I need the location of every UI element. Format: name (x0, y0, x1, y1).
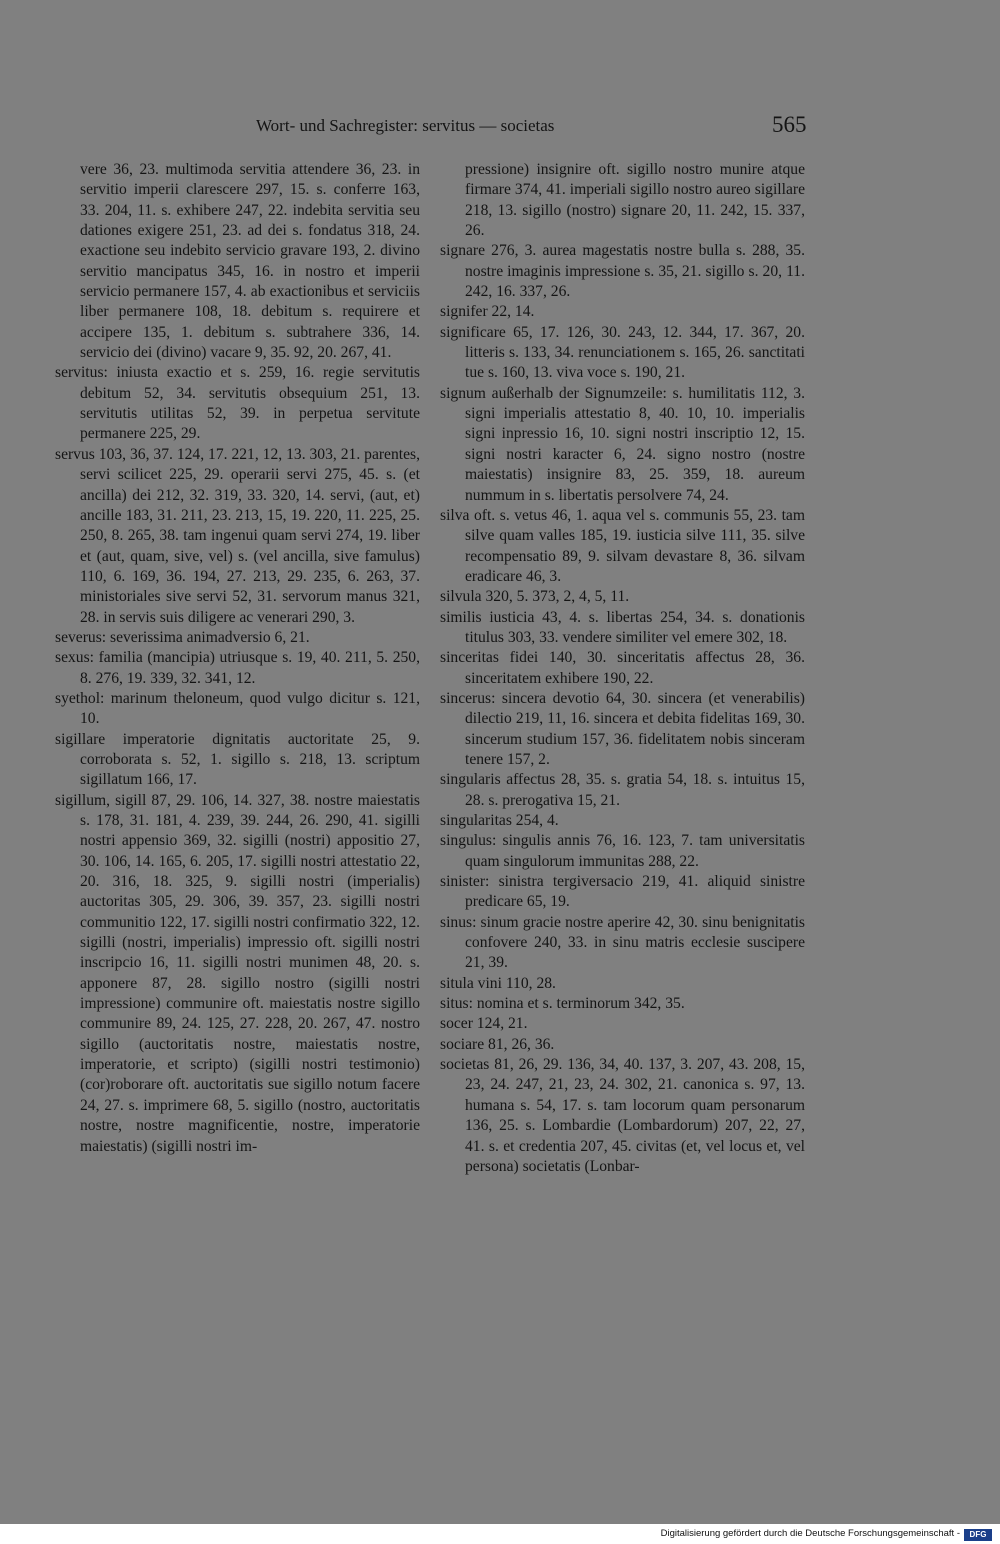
index-entry: signare 276, 3. aurea magestatis nostre bulla s. 288, 35. nostre imaginis impressione s. 35, 21. sigillo s. 20, 11. 242, 16. 337, 26. (440, 242, 805, 301)
index-entry: severus: severissima animadversio 6, 21. (55, 628, 310, 646)
right-column (440, 160, 805, 1177)
index-entry: situs: nomina et s. terminorum 342, 35. (440, 995, 685, 1013)
index-entry: singulus: singulis annis 76, 16. 123, 7. tam universitatis quam singulorum immunitas 288, 22. (440, 832, 805, 870)
index-entry: syethol: marinum theloneum, quod vulgo dicitur s. 121, 10. (55, 689, 420, 728)
funding-credit: Digitalisierung gefördert durch die Deutsche Forschungsgemeinschaft - (660, 1528, 960, 1539)
index-entry: significare 65, 17. 126, 30. 243, 12. 344, 17. 367, 20. litteris s. 133, 34. renunciationem s. 165, 26. sanctitati tue s. 160, 13. viva voce s. 190, 21. (440, 323, 805, 382)
index-entry: vere 36, 23. multimoda servitia attendere 36, 23. in servitio imperii clarescere 297, 15. s. conferre 163, 33. 204, 11. s. exhibere 247, 22. indebita servitia seu dationes exigere 251, 23. ad dei s. fondatus 318, 24. exactione seu indebito servicio gravare 193, 2. divino servitio mancipatus 345, 16. in nostro et imperii servicio permanere 157, 4. ab exactionibus et serviciis liber permanere 108, 18. debitum s. requirere et accipere 135, 1. debitum s. subtrahere 336, 14. servicio dei (divino) vacare 9, 35. 92, 20. 267, 41. (80, 161, 420, 362)
dfg-logo: DFG (964, 1529, 992, 1541)
footer-bar (0, 1526, 1000, 1544)
left-column (55, 160, 420, 1157)
index-entry: sinceritas fidei 140, 30. sinceritatis affectus 28, 36. sinceritatem exhibere 190, 22. (440, 649, 805, 687)
page-number: 565 (772, 112, 807, 137)
index-entry: sociare 81, 26, 36. (440, 1035, 555, 1053)
index-entry: silvula 320, 5. 373, 2, 4, 5, 11. (440, 588, 630, 606)
header-title: Wort- und Sachregister: servitus — societas (256, 116, 555, 135)
index-entry: sexus: familia (mancipia) utriusque s. 19, 40. 211, 5. 250, 8. 276, 19. 339, 32. 341, 12. (55, 649, 420, 687)
index-entry: sigillum, sigill 87, 29. 106, 14. 327, 38. nostre maiestatis s. 178, 31. 181, 4. 239, 39. 244, 26. 290, 41. sigilli nostri appensio 369, 32. sigilli (nostri) appositio 27, 30. 106, 14. 165, 6. 205, 17. sigilli nostri attestatio 22, 20. 316, 18. 325, 9. sigilli nostri (imperialis) auctoritas 305, 29. 306, 39. 357, 23. sigilli nostri communitio 122, 17. sigilli nostri confirmatio 322, 12. sigilli (nostri, imperialis) impressio oft. sigilli nostri inscripcio 16, 11. sigilli nostri munimen 48, 20. s. apponere 87, 28. sigillo nostro (sigilli nostri impressione) communire oft. maiestatis nostre sigillo communire 89, 24. 125, 27. 228, 20. 267, 47. nostro sigillo (auctoritatis nostre, maiestatis nostre, imperatorie, et scripto) (sigilli nostri testimonio) (cor)roborare oft. auctoritatis sue sigillo notum facere 24, 27. s. imprimere 68, 5. sigillo (nostro, auctoritatis nostre, nostre magnificentie, nostre, imperatorie maiestatis) (sigilli nostri im- (55, 791, 421, 1155)
index-entry: sinister: sinistra tergiversacio 219, 41. aliquid sinistre predicare 65, 19. (440, 873, 805, 911)
index-entry: sigillare imperatorie dignitatis auctoritate 25, 9. corroborata s. 52, 1. sigillo s. 218, 13. scriptum sigillatum 166, 17. (55, 730, 420, 789)
index-entry: singularis affectus 28, 35. s. gratia 54, 18. s. intuitus 15, 28. s. prerogativa 15, 21. (440, 771, 805, 809)
index-entry: signifer 22, 14. (440, 303, 535, 321)
index-entry: servus 103, 36, 37. 124, 17. 221, 12, 13. 303, 21. parentes, servi scilicet 225, 29. operarii servi 275, 45. s. (et ancilla) dei 212, 32. 319, 33. 320, 14. servi, (aut, et) ancille 183, 31. 211, 23. 213, 15, 19. 220, 11. 225, 25. 250, 8. 265, 38. tam ingenui quam servi 274, 19. liber et (aut, quam, sive, vel) s. (vel ancilla, sive famulus) 110, 6. 169, 36. 194, 27. 213, 29. 235, 6. 263, 37. ministoriales sive servi 52, 31. servorum manus 321, 28. in servis suis diligere ac venerari 290, 3. (55, 445, 420, 626)
index-entry: societas 81, 26, 29. 136, 34, 40. 137, 3. 207, 43. 208, 15, 23, 24. 247, 21, 23, 24. 302, 21. canonica s. 97, 13. humana s. 54, 17. s. tam locorum quam personarum 136, 25. s. Lombardie (Lombardorum) 207, 22, 27, 41. s. et credentia 207, 45. civitas (et, vel locus et, vel persona) societatis (Lonbar- (440, 1056, 805, 1175)
index-entry: socer 124, 21. (440, 1015, 528, 1033)
index-entry: sincerus: sincera devotio 64, 30. sincera (et venerabilis) dilectio 219, 11, 16. sincera et debita fidelitas 169, 30. sincerum studium 157, 36. fidelitatem nobis sinceram tenere 157, 2. (440, 689, 805, 768)
index-entry: pressione) insignire oft. sigillo nostro munire atque firmare 374, 41. imperiali sigillo nostro aureo sigillare 218, 13. sigillo (nostro) signare 20, 11. 242, 15. 337, 26. (465, 161, 805, 240)
index-entry: singularitas 254, 4. (440, 812, 559, 829)
index-entry: servitus: iniusta exactio et s. 259, 16. regie servitutis debitum 52, 34. servitutis obsequium 251, 13. servitutis utilitas 52, 39. in perpetua servitute permanere 225, 29. (55, 364, 420, 443)
index-entry: similis iusticia 43, 4. s. libertas 254, 34. s. donationis titulus 303, 33. vendere similiter vel emere 302, 18. (440, 608, 805, 646)
index-entry: signum außerhalb der Signumzeile: s. humilitatis 112, 3. signi imperialis attestatio 8, 40. 10, 10. imperialis signi inpressio 16, 10. signi nostri inscriptio 12, 15. signi nostri karacter 6, 24. signo nostro (nostre maiestatis) insignire 83, 25. 359, 18. aureum nummum in s. libertatis persolvere 74, 24. (440, 384, 805, 504)
index-entry: situla vini 110, 28. (440, 974, 556, 992)
running-header (0, 112, 1000, 144)
index-entry: silva oft. s. vetus 46, 1. aqua vel s. communis 55, 23. tam silve quam valles 185, 19. iusticia silve 111, 35. silve recompensatio 89, 9. silvam devastare 8, 36. silvam eradicare 46, 3. (440, 506, 805, 585)
index-entry: sinus: sinum gracie nostre aperire 42, 30. sinu benignitatis confovere 240, 33. in sinu matris ecclesie suscipere 21, 39. (440, 913, 805, 972)
